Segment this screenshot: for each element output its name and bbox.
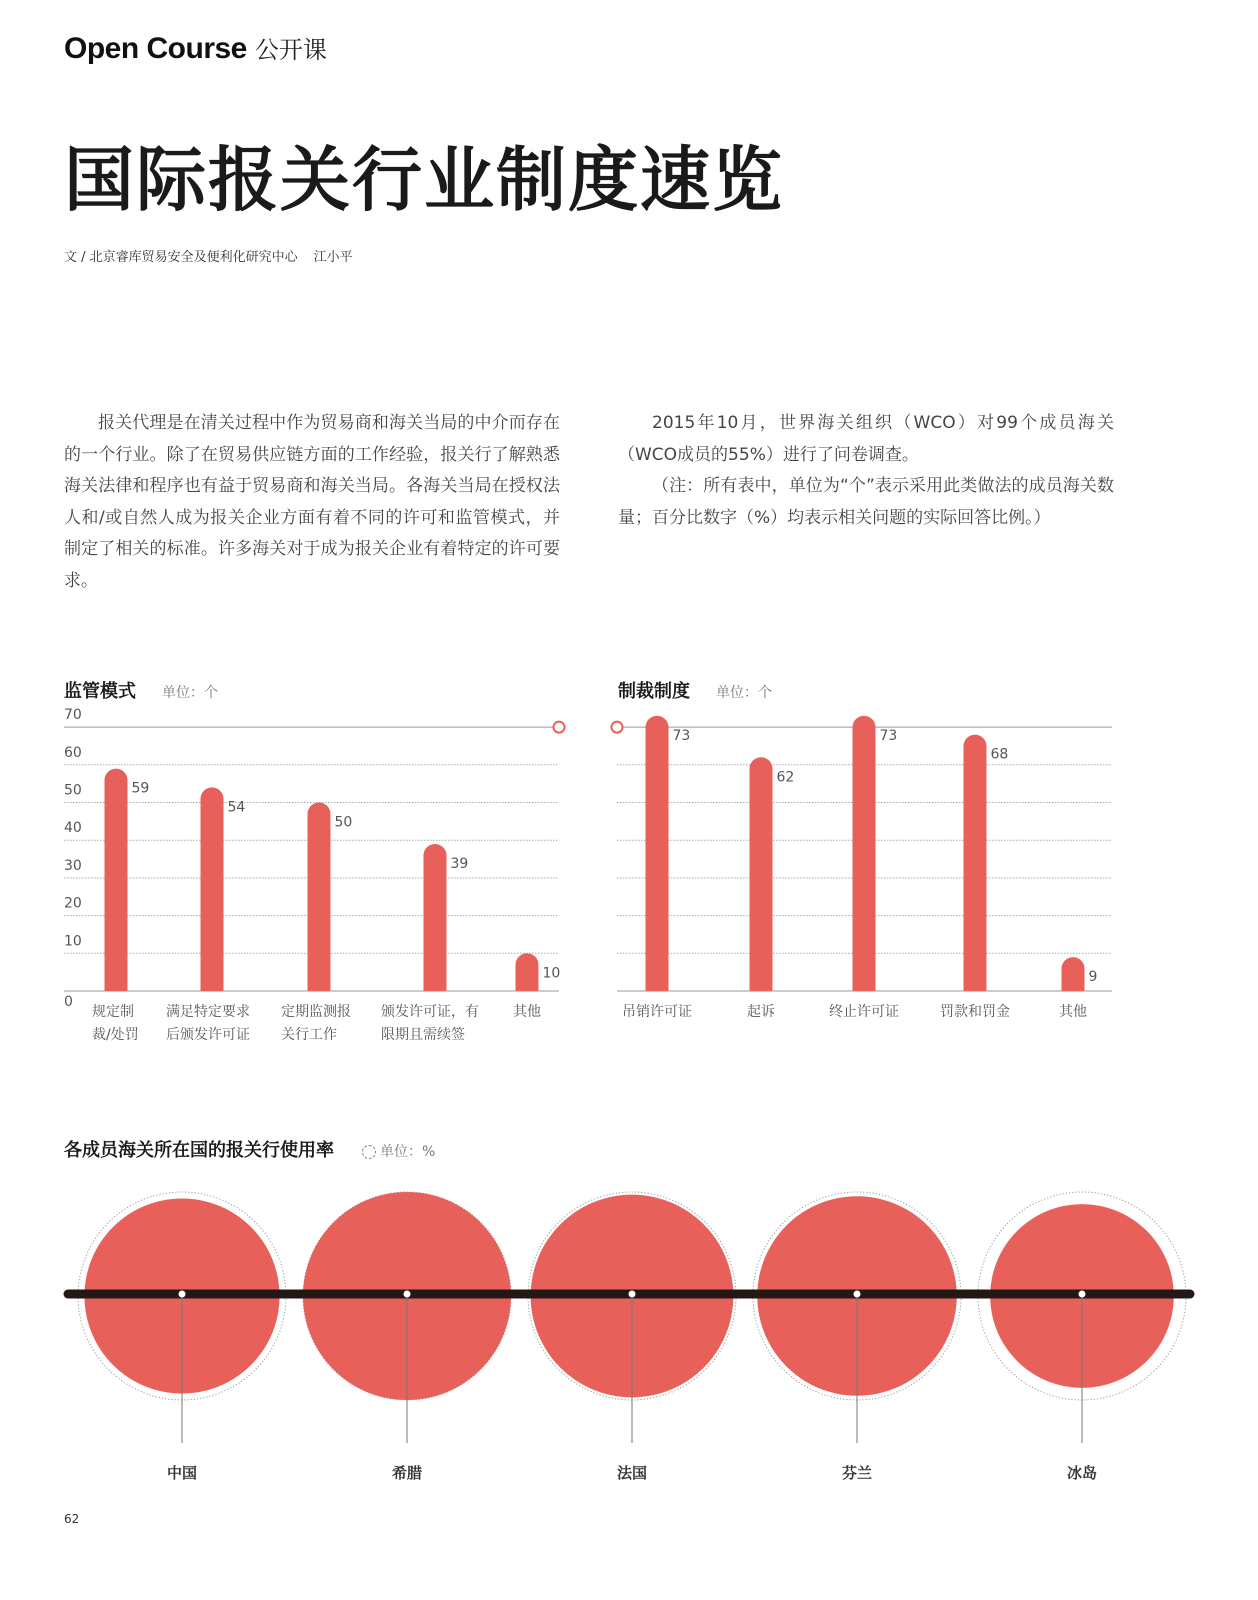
- brand-english: Open Course: [64, 32, 247, 65]
- chart1-data-label: 54: [227, 799, 246, 816]
- chart1-category-label: 限期且需续签: [381, 1027, 465, 1043]
- article-title: 国际报关行业制度速览: [64, 139, 784, 221]
- chart2-bar-base: [964, 980, 987, 992]
- chart3-country-label: 冰岛: [1066, 1464, 1098, 1482]
- byline-org: 文 / 北京睿库贸易安全及便利化研究中心: [64, 250, 298, 265]
- chart3-country-label: 芬兰: [841, 1464, 873, 1482]
- brand-chinese: 公开课: [254, 36, 327, 64]
- chart1-category-label: 颁发许可证，有: [381, 1004, 479, 1020]
- chart1-ytick-label: 30: [64, 857, 82, 874]
- chart1-bar-base: [308, 980, 331, 992]
- chart3-center-dot: [629, 1291, 636, 1298]
- chart1-title: 监管模式: [64, 681, 136, 702]
- intro-paragraph: 报关代理是在清关过程中作为贸易商和海关当局的中介而存在的一个行业。除了在贸易供应链方面的工作经验，报关行了解熟悉海关法律和程序也有益于贸易商和海关当局。各海关当局在授权法人和/或自然人成为报关企业方面有着不同的许可和监管模式，并制定了相关的标准。许多海关对于成为报关企业有着特定的许可要求。: [64, 413, 560, 591]
- chart2-bar-base: [750, 980, 773, 992]
- chart1-category-label: 裁/处罚: [92, 1027, 139, 1043]
- chart1-data-label: 50: [334, 814, 353, 831]
- chart1-category-label: 关行工作: [281, 1027, 337, 1043]
- chart1-category-label: 定期监测报: [281, 1004, 351, 1020]
- chart3-center-dot: [179, 1291, 186, 1298]
- chart1-ytick-label: 10: [64, 933, 82, 950]
- chart2-bar-base: [1062, 980, 1085, 992]
- chart2-data-label: 73: [672, 727, 691, 744]
- chart2-category-label: 罚款和罚金: [940, 1004, 1010, 1020]
- chart2-category-label: 终止许可证: [829, 1004, 899, 1020]
- chart1-ytick-label: 40: [64, 820, 82, 837]
- chart1-ytick-label: 20: [64, 895, 82, 912]
- chart2-bar: [750, 757, 773, 991]
- chart3-country-label: 中国: [166, 1464, 198, 1482]
- chart1-bar: [424, 844, 447, 991]
- chart3-title: 各成员海关所在国的报关行使用率: [64, 1140, 334, 1161]
- chart1-ytick-label: 0: [64, 994, 73, 1010]
- chart1-category-label: 规定制: [92, 1004, 134, 1020]
- survey-paragraph: 2015年10月，世界海关组织（WCO）对99个成员海关（WCO成员的55%）进行了问卷调查。: [618, 413, 1114, 465]
- chart1-category-label: 满足特定要求: [166, 1004, 250, 1020]
- chart2-category-label: 吊销许可证: [622, 1004, 692, 1020]
- chart1-data-label: 59: [131, 780, 150, 797]
- chart1-bar-base: [424, 980, 447, 992]
- chart2-bar: [646, 716, 669, 991]
- chart3-center-dot: [854, 1291, 861, 1298]
- chart2-bar: [853, 716, 876, 991]
- chart3-unit: 单位：%: [380, 1144, 436, 1160]
- chart1-bar-base: [516, 980, 539, 992]
- chart3-country-label: 法国: [616, 1464, 648, 1482]
- chart3-center-dot: [404, 1291, 411, 1298]
- chart1-ytick-label: 50: [64, 782, 82, 799]
- chart2-unit: 单位：个: [716, 685, 772, 701]
- chart2-category-label: 起诉: [747, 1004, 775, 1020]
- page-number: 62: [64, 1512, 80, 1526]
- chart2-data-label: 68: [990, 746, 1009, 763]
- chart2-axis-marker: [612, 722, 623, 733]
- chart1-data-label: 39: [450, 855, 469, 872]
- byline-author: 江小平: [313, 250, 353, 265]
- chart1-bar: [308, 803, 331, 992]
- note-paragraph: （注：所有表中，单位为“个”表示采用此类做法的成员海关数量；百分比数字（%）均表示相关问题的实际回答比例。）: [618, 476, 1114, 528]
- chart1-category-label: 其他: [513, 1004, 541, 1020]
- chart3-country-label: 希腊: [391, 1464, 423, 1482]
- chart1-bar: [201, 787, 224, 991]
- chart1-category-label: 后颁发许可证: [166, 1027, 250, 1043]
- chart1-bar-base: [105, 980, 128, 992]
- chart2-bar-base: [853, 980, 876, 992]
- chart2-category-label: 其他: [1059, 1004, 1087, 1020]
- chart2-bar: [964, 735, 987, 991]
- chart1-ytick-label: 60: [64, 744, 82, 761]
- chart2-title: 制裁制度: [618, 681, 690, 702]
- chart1-ytick-label: 70: [64, 707, 82, 724]
- chart1-data-label: 10: [542, 965, 561, 982]
- chart1-axis-marker: [554, 722, 565, 733]
- chart2-data-label: 62: [776, 769, 795, 786]
- chart1-unit: 单位：个: [162, 685, 218, 701]
- chart2-data-label: 73: [879, 727, 898, 744]
- chart3-center-dot: [1079, 1291, 1086, 1298]
- chart2-bar-base: [646, 980, 669, 992]
- chart1-bar-base: [201, 980, 224, 992]
- chart2-data-label: 9: [1088, 969, 1098, 986]
- chart1-bar: [105, 769, 128, 991]
